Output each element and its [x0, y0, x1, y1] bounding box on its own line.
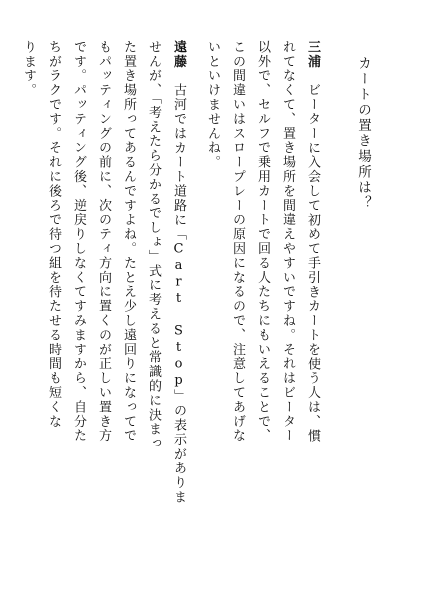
paragraph-line: 遠藤 古河ではカート道路に「Cart Stop」の表示がありま: [171, 40, 186, 505]
paragraph-line: 三浦 ビーターに入会して初めて手引きカートを使う人は、慣: [305, 40, 320, 444]
paragraph-line: いといけませんね。: [205, 40, 220, 170]
paragraph-line: ちがラクです。それに後ろで待つ組を待たせる時間も短くな: [46, 40, 61, 429]
paragraph-line: た置き場所ってあるんですよね。たとえ少し遠回りになってで: [121, 40, 136, 444]
page-title: カートの置き場所は？: [355, 56, 371, 211]
paragraph-line: もパッティングの前に、次のティ方向に置くのが正しい置き方: [96, 40, 111, 444]
paragraph-line: この間違いはスロープレーの原因になるので、注意してあげな: [230, 40, 245, 444]
paragraph-line: です。パッティング後、逆戻りしなくてすみますから、自分た: [71, 40, 86, 444]
paragraph-line: 以外で、セルフで乗用カートで回る人たちにもいえることで、: [255, 40, 270, 444]
paragraph-line: ります。: [21, 40, 36, 98]
speaker-name: 遠藤: [171, 40, 186, 69]
speaker-name: 三浦: [305, 40, 320, 69]
paragraph-line: せんが、「考えたら分かるでしょ」式に考えると常識的に決まっ: [146, 40, 161, 452]
paragraph-line: れてなくて、置き場所を間違えやすいですね。それはビーター: [280, 40, 295, 444]
